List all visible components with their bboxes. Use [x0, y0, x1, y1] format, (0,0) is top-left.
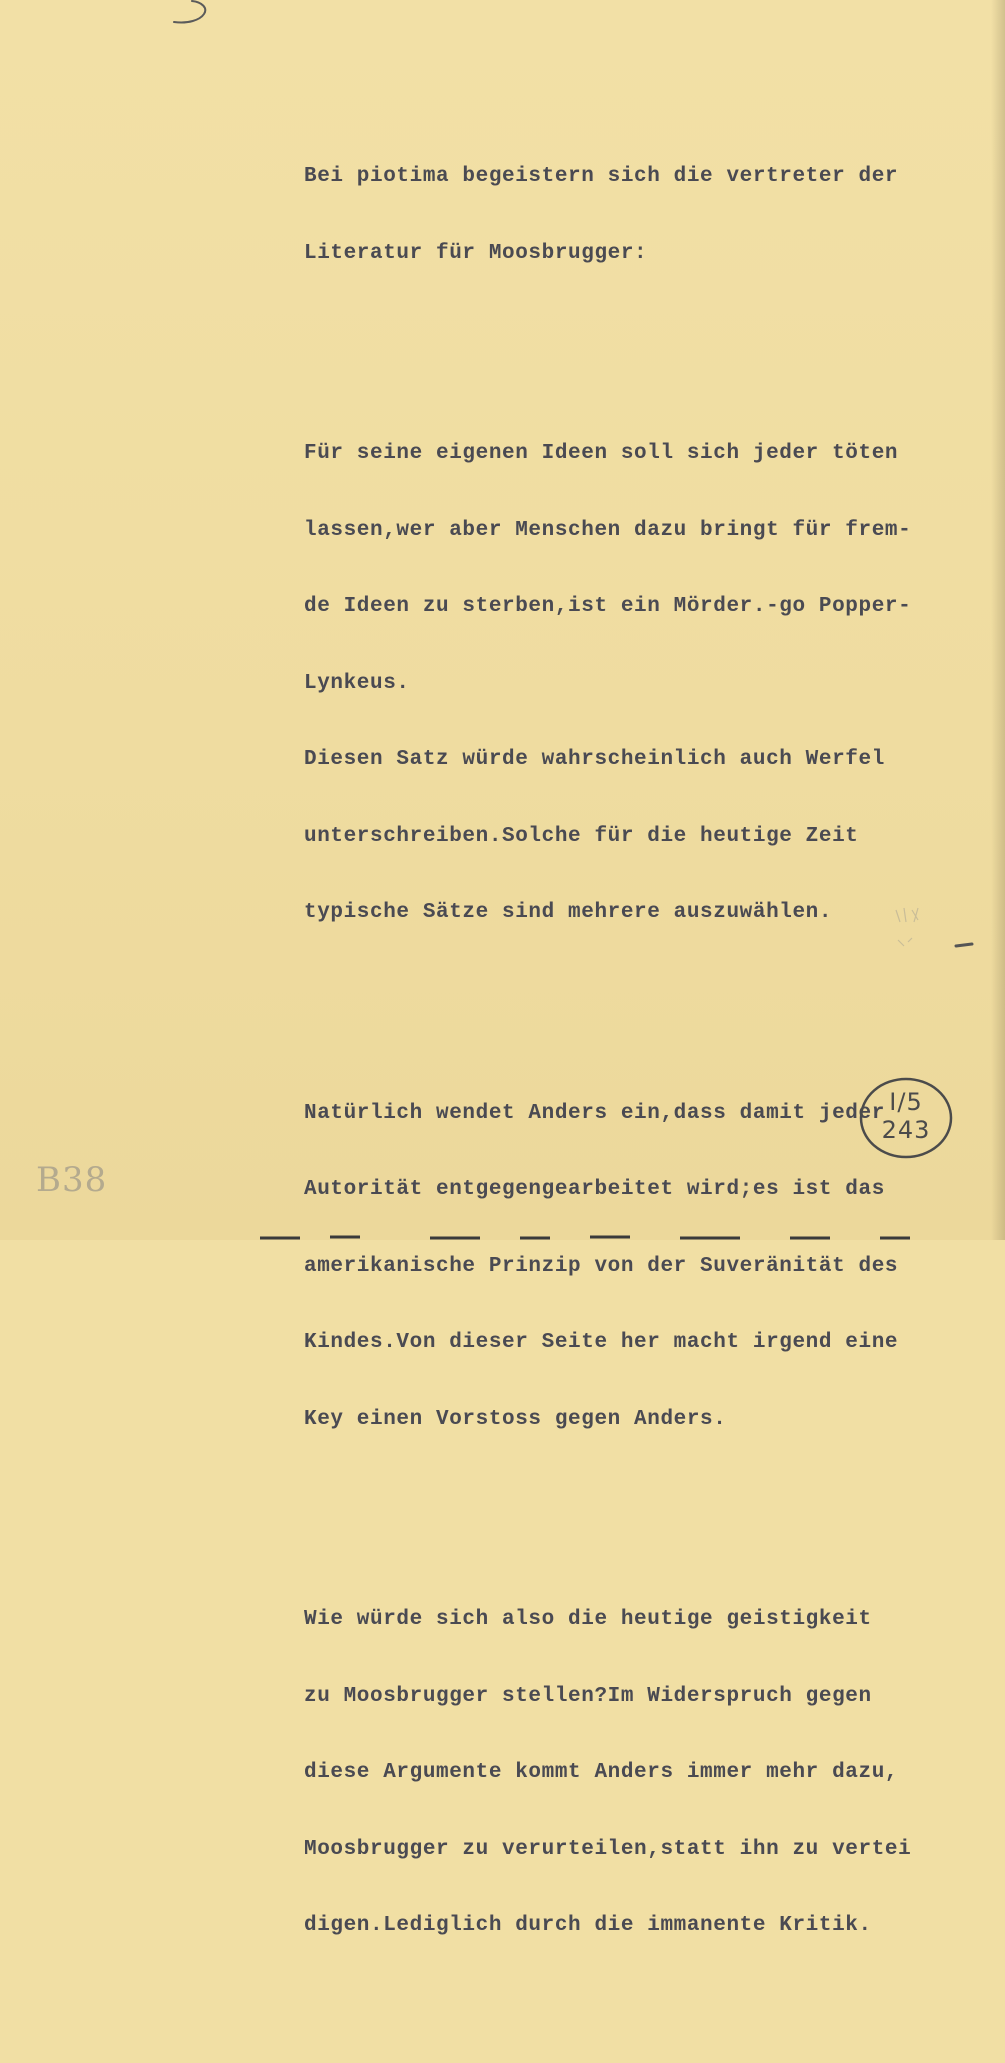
text-line: Für seine eigenen Ideen soll sich jeder töten — [304, 442, 899, 465]
paragraph-2 — [304, 390, 994, 977]
text-line: diese Argumente kommt Anders immer mehr dazu, — [304, 1761, 899, 1784]
paragraph-4 — [304, 1556, 994, 1990]
stamp-page-number: 243 — [881, 1116, 931, 1144]
text-line: Autorität entgegengearbeitet wird;es ist das — [304, 1178, 885, 1201]
text-line: Key einen Vorstoss gegen Anders. — [304, 1407, 727, 1431]
text-line: lassen,wer aber Menschen dazu bringt für frem- — [304, 518, 912, 542]
corner-pencil-mark — [170, 0, 218, 30]
text-line: Lynkeus. — [304, 671, 410, 695]
pencil-archive-label: B38 — [36, 1160, 108, 1200]
paper-edge-shadow — [991, 0, 1005, 1240]
text-line: de Ideen zu sterben,ist ein Mörder.-go Popper- — [304, 595, 912, 618]
text-line: Diesen Satz würde wahrscheinlich auch Werfel — [304, 748, 885, 771]
paragraph-1 — [304, 113, 994, 317]
text-line: unterschreiben.Solche für die heutige Zeit — [304, 824, 859, 848]
text-line: digen.Lediglich durch die immanente Kritik. — [304, 1914, 872, 1937]
text-line: zu Moosbrugger stellen?Im Widerspruch gegen — [304, 1684, 872, 1708]
typewritten-text — [304, 62, 994, 2063]
faint-pencil-mark — [888, 900, 978, 970]
bottom-edge-marks — [0, 1228, 1005, 1240]
archive-stamp — [858, 1076, 954, 1160]
text-line: Kindes.Von dieser Seite her macht irgend eine — [304, 1331, 899, 1354]
text-line: Bei piotima begeistern sich die vertreter der — [304, 165, 899, 188]
text-line: Literatur für Moosbrugger: — [304, 241, 648, 265]
text-line: Wie würde sich also die heutige geistigkeit — [304, 1608, 872, 1631]
stamp-folder-number: I/5 — [889, 1088, 923, 1116]
text-line: amerikanische Prinzip von der Suveränität des — [304, 1254, 899, 1278]
text-line: Natürlich wendet Anders ein,dass damit jeder — [304, 1101, 885, 1125]
text-line: Moosbrugger zu verurteilen,statt ihn zu vertei — [304, 1837, 912, 1861]
text-line: typische Sätze sind mehrere auszuwählen. — [304, 901, 833, 924]
